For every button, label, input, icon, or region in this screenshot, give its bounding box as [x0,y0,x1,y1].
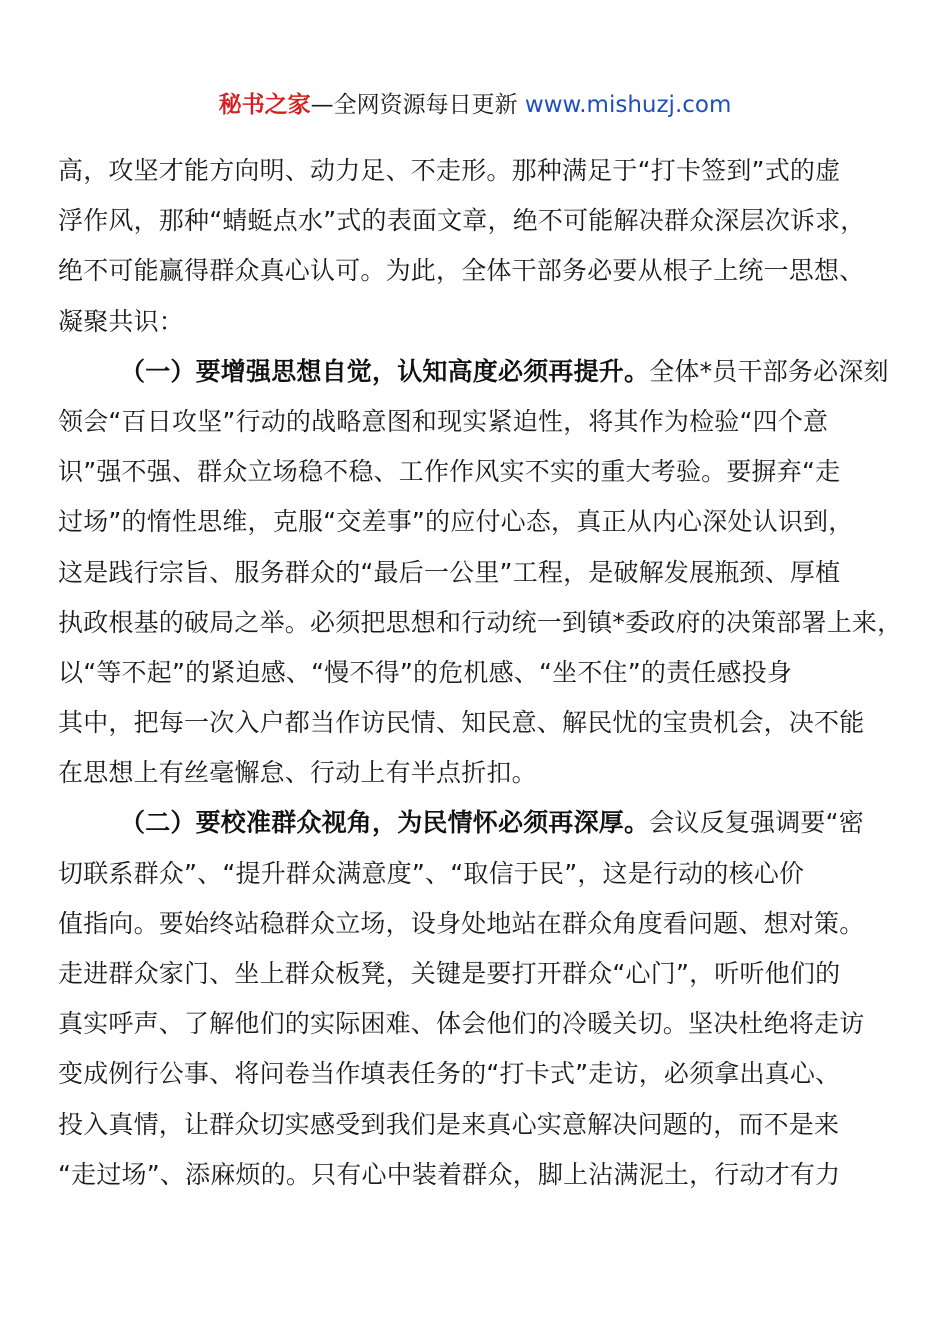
text-line-rest: 会议反复强调要“密 [649,808,864,838]
text-line: 变成例行公事、将问卷当作填表任务的“打卡式”走访，必须拿出真心、 [58,1059,841,1089]
text-line: 这是践行宗旨、服务群众的“最后一公里”工程，是破解发展瓶颈、厚植 [58,557,841,587]
text-line: 凝聚共识： [58,306,185,336]
text-line: 识”强不强、群众立场稳不稳、工作作风实不实的重大考验。要摒弃“走 [58,457,841,487]
site-tagline: —全网资源每日更新 [310,92,525,118]
text-line: 值指向。要始终站稳群众立场，设身处地站在群众角度看问题、想对策。 [58,908,865,938]
text-line: 高，攻坚才能方向明、动力足、不走形。那种满足于“打卡签到”式的虚 [58,156,841,185]
site-header [0,88,950,122]
text-line: 在思想上有丝毫懈怠、行动上有半点折扣。 [58,758,537,788]
text-line: 领会“百日攻坚”行动的战略意图和现实紧迫性，将其作为检验“四个意 [58,406,829,436]
text-line: 执政根基的破局之举。必须把思想和行动统一到镇*委政府的决策部署上来， [58,607,903,637]
section-heading-2: （二）要校准群众视角，为民情怀必须再深厚。 [120,808,650,838]
text-line: 以“等不起”的紧迫感、“慢不得”的危机感、“坐不住”的责任感投身 [58,657,793,687]
text-line: 切联系群众”、“提升群众满意度”、“取信于民”，这是行动的核心价 [58,858,805,888]
text-line: 过场”的惰性思维，克服“交差事”的应付心态，真正从内心深处认识到， [58,507,854,537]
text-line: 走进群众家门、坐上群众板凳，关键是要打开群众“心门”，听听他们的 [58,959,841,988]
text-line: 绝不可能赢得群众真心认可。为此，全体干部务必要从根子上统一思想、 [58,256,865,286]
document-body [58,146,903,1200]
text-line: 其中，把每一次入户都当作访民情、知民意、解民忧的宝贵机会，决不能 [58,708,865,738]
section-heading-line [58,347,892,397]
text-line-rest: 全体*员干部务必深刻 [649,356,889,386]
text-line: 浮作风，那种“蜻蜓点水”式的表面文章，绝不可能解决群众深层次诉求， [58,206,866,236]
text-line: 投入真情，让群众切实感受到我们是来真心实意解决问题的，而不是来 [58,1109,840,1139]
text-line: “走过场”、添麻烦的。只有心中装着群众，脚上沾满泥土，行动才有力 [58,1159,841,1189]
section-heading-line [58,798,892,848]
text-line: 真实呼声、了解他们的实际困难、体会他们的冷暖关切。坚决杜绝将走访 [58,1009,865,1039]
site-brand: 秘书之家 [218,92,311,118]
site-url: www.mishuzj.com [524,92,732,118]
section-heading-1: （一）要增强思想自觉，认知高度必须再提升。 [120,356,650,386]
